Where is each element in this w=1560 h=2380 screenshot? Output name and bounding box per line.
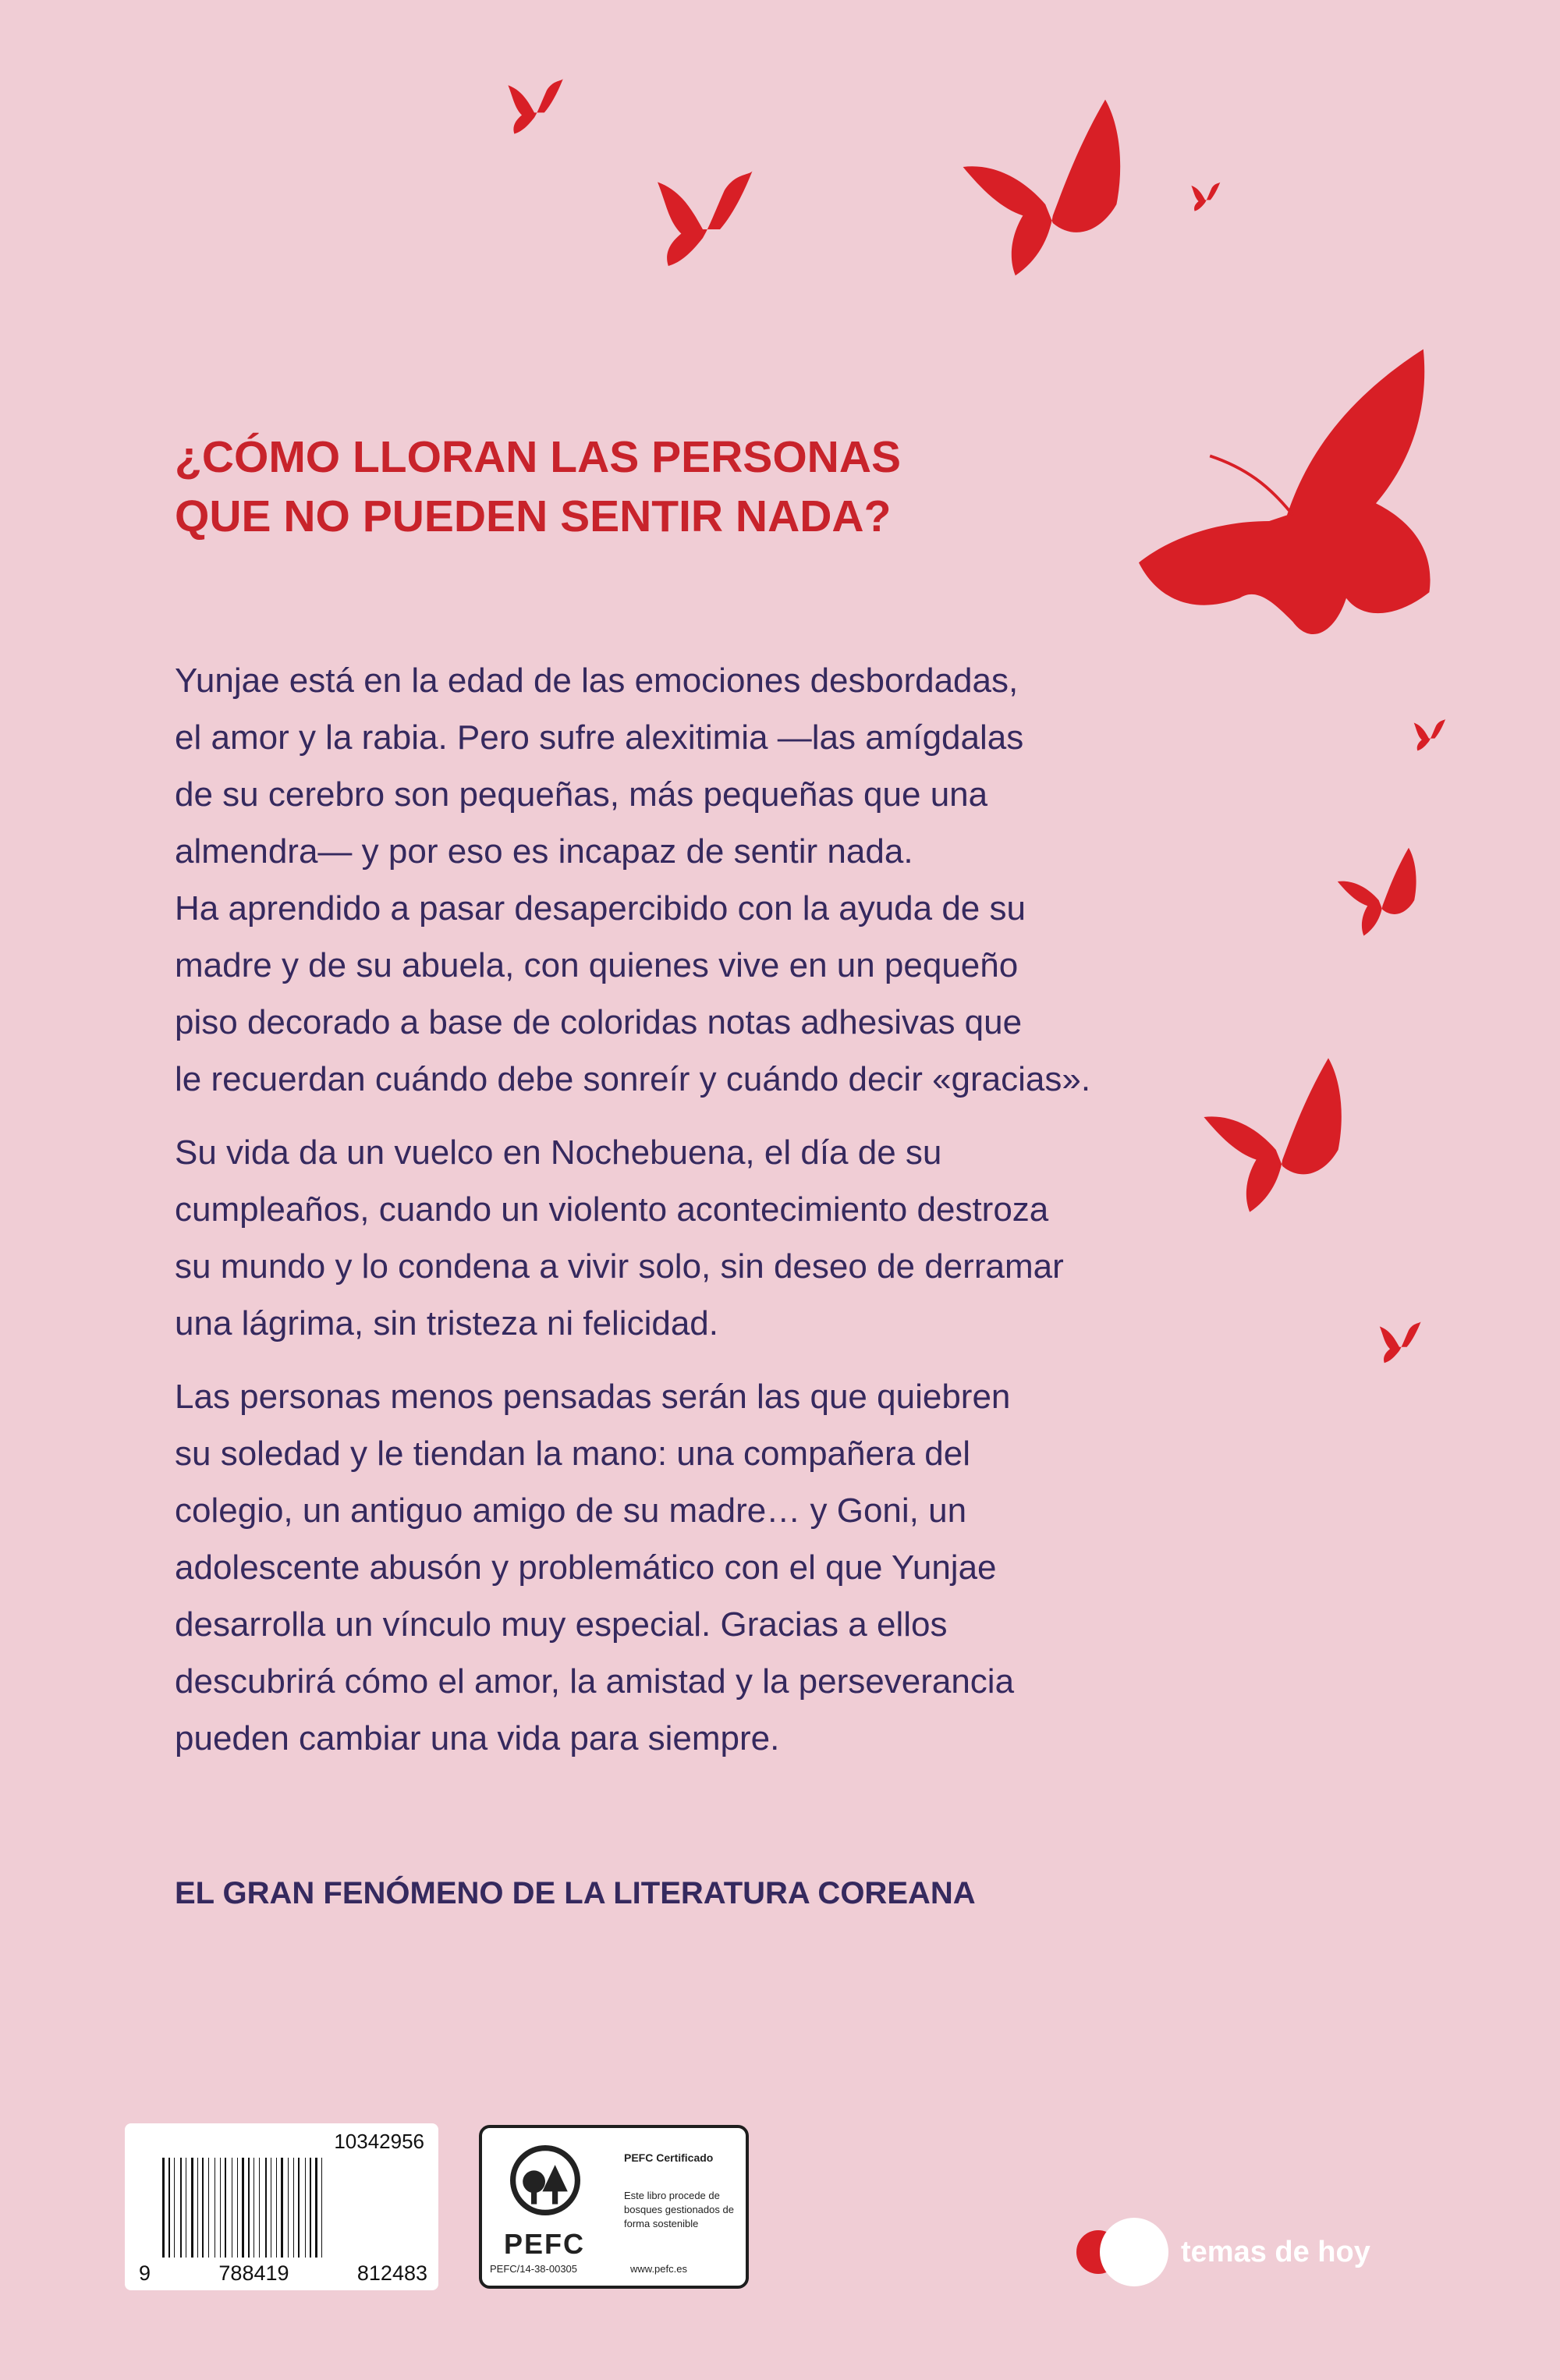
barcode-bar (278, 2158, 279, 2258)
barcode-bar (205, 2158, 207, 2258)
barcode-bar (265, 2158, 267, 2258)
barcode-bar (176, 2158, 179, 2258)
synopsis-line: le recuerdan cuándo debe sonreír y cuándo decir «gracias». (175, 1060, 1091, 1098)
butterfly-icon (1189, 1052, 1370, 1215)
publisher-name: temas de hoy (1181, 2236, 1370, 2268)
synopsis-line: madre y de su abuela, con quienes vive en un pequeño (175, 946, 1019, 984)
butterfly-icon (952, 92, 1147, 279)
barcode-bar (290, 2158, 292, 2258)
barcode-bar (281, 2158, 283, 2258)
barcode-bar (268, 2158, 269, 2258)
synopsis-line: Yunjae está en la edad de las emociones desbordadas, (175, 662, 1019, 700)
barcode-bar (285, 2158, 286, 2258)
pefc-tree-logo-icon (510, 2145, 580, 2215)
pefc-description: Este libro procede de bosques gestionados de forma sostenible (624, 2190, 734, 2229)
synopsis-line: su soledad y le tiendan la mano: una compañera del (175, 1435, 971, 1473)
synopsis-line: Las personas menos pensadas serán las que quiebren (175, 1378, 1011, 1416)
butterfly-icon (1331, 844, 1431, 938)
butterfly-icon (1189, 181, 1221, 214)
headline (175, 427, 901, 546)
barcode-bar (225, 2158, 226, 2258)
barcode-bar (195, 2158, 196, 2258)
barcode-bar (251, 2158, 252, 2258)
barcode-reference-number: 10342956 (334, 2130, 424, 2153)
pefc-certification-badge (479, 2125, 749, 2289)
synopsis (175, 652, 1189, 1783)
barcode-bar (310, 2158, 311, 2258)
barcode-bar (319, 2158, 320, 2258)
barcode-bars (162, 2158, 424, 2258)
isbn-barcode (125, 2123, 438, 2290)
butterfly-icon (1376, 1304, 1423, 1382)
synopsis-line: cumpleaños, cuando un violento acontecimiento destroza (175, 1190, 1049, 1229)
synopsis-line: descubrirá cómo el amor, la amistad y la perseverancia (175, 1662, 1015, 1701)
barcode-bar (214, 2158, 215, 2258)
butterfly-icon (499, 76, 569, 139)
barcode-bar (307, 2158, 308, 2258)
barcode-bar (168, 2158, 170, 2258)
synopsis-line: Ha aprendido a pasar desapercibido con la ayuda de su (175, 889, 1026, 928)
tagline: EL GRAN FENÓMENO DE LA LITERATURA COREANA (175, 1876, 976, 1910)
barcode-bar (315, 2158, 317, 2258)
synopsis-line: de su cerebro son pequeñas, más pequeñas que una (175, 775, 988, 814)
barcode-bar (174, 2158, 175, 2258)
ean-digit-group: 788419 (218, 2261, 289, 2285)
barcode-bar (202, 2158, 204, 2258)
barcode-bar (180, 2158, 182, 2258)
barcode-bar (301, 2158, 303, 2258)
barcode-bar (259, 2158, 260, 2258)
pefc-logo-word: PEFC (504, 2228, 586, 2260)
barcode-bar (188, 2158, 190, 2258)
two-circles-logo-icon (1075, 2217, 1168, 2287)
headline-line: ¿CÓMO LLORAN LAS PERSONAS (175, 432, 902, 482)
barcode-bar (276, 2158, 277, 2258)
barcode-bar (305, 2158, 306, 2258)
barcode-bar (217, 2158, 218, 2258)
barcode-bar (293, 2158, 294, 2258)
pefc-title: PEFC Certificado (624, 2151, 714, 2164)
barcode-bar (261, 2158, 264, 2258)
barcode-bar (166, 2158, 167, 2258)
barcode-bar (197, 2158, 198, 2258)
synopsis-line: piso decorado a base de coloridas notas adhesivas que (175, 1003, 1023, 1041)
barcode-bar (191, 2158, 193, 2258)
barcode-bar (298, 2158, 300, 2258)
barcode-bar (239, 2158, 240, 2258)
barcode-bar (222, 2158, 223, 2258)
synopsis-paragraph (175, 1124, 1189, 1352)
barcode-bar (237, 2158, 238, 2258)
barcode-bar (208, 2158, 209, 2258)
barcode-bar (288, 2158, 289, 2258)
barcode-bar (234, 2158, 236, 2258)
barcode-bar (220, 2158, 221, 2258)
barcode-bar (273, 2158, 275, 2258)
synopsis-line: adolescente abusón y problemático con el que Yunjae (175, 1548, 997, 1587)
barcode-bar (183, 2158, 184, 2258)
barcode-bar (313, 2158, 314, 2258)
synopsis-line: desarrolla un vínculo muy especial. Gracias a ellos (175, 1605, 948, 1644)
synopsis-line: su mundo y lo condena a vivir solo, sin deseo de derramar (175, 1247, 1064, 1286)
barcode-bar (211, 2158, 213, 2258)
ean-digit-group: 812483 (356, 2261, 427, 2285)
headline-line: QUE NO PUEDEN SENTIR NADA? (175, 491, 892, 541)
ean-digit-group: 9 (139, 2261, 151, 2285)
pefc-code: PEFC/14-38-00305 (490, 2263, 578, 2275)
butterfly-icon (1139, 343, 1435, 640)
barcode-bar (242, 2158, 244, 2258)
synopsis-paragraph (175, 1368, 1189, 1767)
barcode-bar (321, 2158, 322, 2258)
barcode-bar (162, 2158, 165, 2258)
butterfly-icon (1404, 718, 1454, 754)
barcode-bar (256, 2158, 257, 2258)
synopsis-line: pueden cambiar una vida para siempre. (175, 1719, 780, 1758)
barcode-bar (228, 2158, 230, 2258)
synopsis-paragraph (175, 652, 1189, 1108)
synopsis-line: almendra— y por eso es incapaz de sentir nada. (175, 832, 913, 871)
synopsis-line: el amor y la rabia. Pero sufre alexitimia —las amígdalas (175, 718, 1024, 757)
pefc-url: www.pefc.es (630, 2263, 687, 2275)
synopsis-line: Su vida da un vuelco en Nochebuena, el día de su (175, 1133, 942, 1172)
barcode-bar (248, 2158, 250, 2258)
synopsis-line: colegio, un antiguo amigo de su madre… y Goni, un (175, 1491, 967, 1530)
ean-digits (139, 2261, 427, 2286)
synopsis-line: una lágrima, sin tristeza ni felicidad. (175, 1304, 718, 1343)
barcode-bar (324, 2158, 325, 2258)
butterfly-icon (649, 162, 757, 279)
